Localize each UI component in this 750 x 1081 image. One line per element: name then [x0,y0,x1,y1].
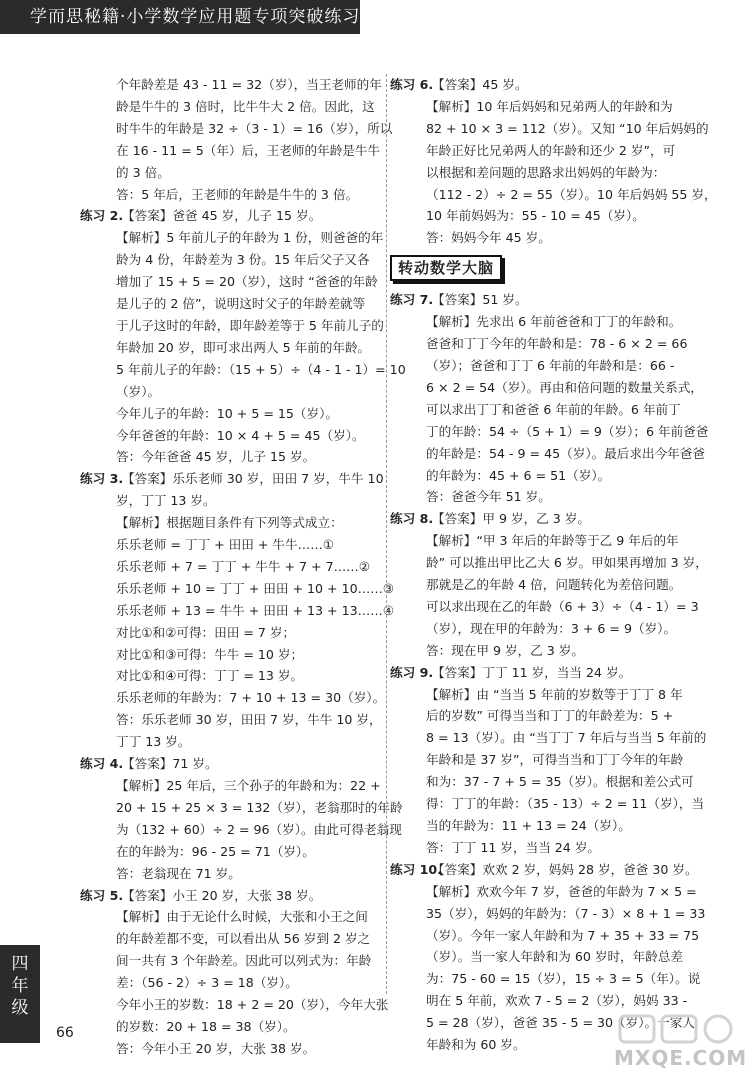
line-text: 乐乐老师 = 丁丁 + 田田 + 牛牛……① [116,537,335,553]
text-line [390,465,700,487]
exercise-answer-line [390,662,700,684]
text-line [80,446,385,468]
text-line [80,797,403,819]
text-line [80,731,385,753]
exercise-answer-line [390,289,700,311]
line-text: 【解析】5 年前儿子的年龄为 1 份，则爸爸的年 [116,230,384,246]
line-text: 当的年龄为：11 + 13 = 24（岁）。 [426,818,631,833]
line-text: （岁）；爸爸和丁丁 6 年前的年龄和是：66 - [426,357,675,373]
footer-bar [0,1021,40,1043]
line-text: 个年龄差是 43 - 11 = 32（岁），当王老师的年 [116,77,382,92]
text-line [80,227,385,249]
text-line [390,421,709,443]
exercise-answer-line [390,508,700,530]
text-line [390,705,700,727]
line-text: 答：现在甲 9 岁，乙 3 岁。 [426,642,584,658]
line-text: 答：爸爸今年 51 岁。 [426,489,551,505]
line-text: 爸爸和丁丁今年的年龄和是：78 - 6 × 2 = 66 [426,336,688,352]
exercise-label: 练习 9. [390,664,434,680]
text-line [80,906,385,928]
exercise-answer-line [390,74,700,96]
text-line [80,271,385,293]
text-line [390,355,700,377]
line-text: 8 = 13（岁）。由 “当丁丁 7 年后与当当 5 年前的 [426,730,707,746]
text-line [80,381,385,403]
text-line [80,622,385,644]
text-line [390,881,700,903]
text-line [80,775,385,797]
line-text: 答：今年小王 20 岁，大张 38 岁。 [116,1040,316,1056]
text-line [390,311,700,333]
text-line [390,184,717,206]
line-text: 增加了 15 + 5 = 20（岁），这时 “爸爸的年龄 [116,274,378,290]
text-line [80,1016,385,1038]
line-text: 的年龄为：45 + 6 = 51（岁）。 [426,467,611,483]
line-text: 差：（56 - 2）÷ 3 = 18（岁）。 [116,975,298,991]
line-text: 乐乐老师 + 7 = 丁丁 + 牛牛 + 7 + 7……② [116,558,371,574]
exercise-label: 练习 2. [80,208,124,224]
line-text: 5 年前儿子的年龄：（15 + 5）÷（4 - 1 - 1）= 10 [116,361,406,377]
line-text: 20 + 15 + 25 × 3 = 132（岁），老翁那时的年龄 [116,799,403,815]
line-text: 【答案】45 岁。 [432,77,528,92]
line-text: 【答案】欢欢 2 岁，妈妈 28 岁，爸爸 30 岁。 [432,861,698,877]
exercise-answer-line [80,885,385,907]
line-text: 答：妈妈今年 45 岁。 [426,230,551,246]
line-text: 后的岁数” 可得当当和丁丁的年龄差为：5 + [426,708,674,724]
text-line [80,140,385,162]
text-line [390,771,700,793]
text-line [390,486,700,508]
text-line [80,600,395,622]
text-line [80,928,385,950]
section-title-text: 转动数学大脑 [390,255,502,281]
text-line [80,337,385,359]
line-text: 对比①和④可得：丁丁 = 13 岁。 [116,668,304,684]
text-line [390,815,700,837]
line-text: 【答案】小王 20 岁，大张 38 岁。 [122,887,322,903]
line-text: 丁的年龄：54 ÷（5 + 1）= 9（岁）；6 年前爸爸 [426,423,709,439]
watermark-text: MXQE.COM [614,1046,748,1070]
text-line [390,552,708,574]
text-line [390,640,700,662]
text-line [80,490,385,512]
line-text: 【解析】“甲 3 年后的年龄等于乙 9 年后的年 [426,533,679,549]
text-line [390,399,700,421]
text-line [390,684,700,706]
line-text: 【答案】乐乐老师 30 岁，田田 7 岁，牛牛 10 [122,471,384,487]
line-text: （岁），现在甲的年龄为：3 + 6 = 9（岁）。 [426,620,677,636]
text-line [80,972,385,994]
text-line [80,950,385,972]
text-line [80,184,385,206]
text-line [80,709,385,731]
text-line [390,162,700,184]
line-text: 【解析】欢欢今年 7 岁，爸爸的年龄为 7 × 5 = [426,883,697,899]
line-text: 【答案】爸爸 45 岁，儿子 15 岁。 [122,208,322,224]
line-text: （岁）。 [116,383,161,399]
line-text: 【解析】由于无论什么时候，大张和小王之间 [116,909,368,925]
line-text: 和为：37 - 7 + 5 = 35（岁）。根据和差公式可 [426,774,694,790]
text-line [80,74,385,96]
exercise-label: 练习 3. [80,471,124,487]
left-column [80,74,406,1060]
section-title [390,255,700,283]
exercise-label: 练习 8. [390,511,434,527]
line-text: 那就是乙的年龄 4 倍，问题转化为差倍问题。 [426,577,682,593]
text-line [390,205,700,227]
text-line [390,990,700,1012]
line-text: 【解析】先求出 6 年前爸爸和丁丁的年龄和。 [426,314,682,330]
line-text: （112 - 2）÷ 2 = 55（岁）。10 年后妈妈 55 岁， [426,186,717,202]
line-text: 【答案】甲 9 岁，乙 3 岁。 [432,511,590,527]
text-line [390,530,700,552]
text-line [80,665,385,687]
line-text: 为（132 + 60）÷ 2 = 96（岁）。由此可得老翁现 [116,821,402,837]
page-number: 66 [56,1025,74,1041]
line-text: 是儿子的 2 倍”，说明这时父子的年龄差就等 [116,296,366,312]
text-line [390,793,705,815]
text-line [390,118,709,140]
exercise-label: 练习 5. [80,887,124,903]
line-text: 乐乐老师 + 10 = 丁丁 + 田田 + 10 + 10……③ [116,580,395,596]
text-line [390,968,700,990]
line-text: 答：乐乐老师 30 岁，田田 7 岁，牛牛 10 岁， [116,712,382,728]
text-line [390,443,705,465]
line-text: 乐乐老师 + 13 = 牛牛 + 田田 + 13 + 13……④ [116,602,395,618]
line-text: 对比①和②可得：田田 = 7 岁； [116,624,296,640]
text-line [80,96,385,118]
line-text: 答：老翁现在 71 岁。 [116,865,241,881]
line-text: 【解析】根据题目条件有下列等式成立： [116,515,343,531]
exercise-answer-line [80,468,385,490]
line-text: 【解析】10 年后妈妈和兄弟两人的年龄和为 [426,98,673,114]
line-text: 乐乐老师的年龄为：7 + 10 + 13 = 30（岁）。 [116,690,386,706]
line-text: 的年龄差都不变，可以看出从 56 岁到 2 岁之 [116,931,371,947]
exercise-answer-line [80,753,385,775]
text-line [80,403,385,425]
text-line [80,556,385,578]
text-line [80,359,406,381]
text-line [80,841,385,863]
line-text: 的岁数：20 + 18 = 38（岁）。 [116,1018,296,1034]
line-text: 年龄和是 37 岁”，可得当当和丁丁今年的年龄 [426,752,684,768]
watermark [600,1012,748,1076]
line-text: （岁）。今年一家人年龄和为 7 + 35 + 33 = 75 [426,927,700,943]
text-line [80,687,385,709]
text-line [390,96,700,118]
line-text: 5 = 28（岁），爸爸 35 - 5 = 30（岁）。一家人 [426,1015,695,1031]
line-text: 对比①和③可得：牛牛 = 10 岁； [116,646,304,662]
line-text: 的年龄是：54 - 9 = 45（岁）。最后求出今年爸爸 [426,445,705,461]
line-text: 时牛牛的年龄是 32 ÷（3 - 1）= 16（岁），所以 [116,120,393,136]
text-line [80,293,385,315]
line-text: 【答案】71 岁。 [122,756,218,772]
text-line [390,333,700,355]
text-line [390,837,700,859]
line-text: 的 3 倍。 [116,164,170,180]
text-line [80,534,385,556]
text-line [80,863,385,885]
line-text: 答：今年爸爸 45 岁，儿子 15 岁。 [116,449,316,465]
text-line [80,162,385,184]
line-text: 丁丁 13 岁。 [116,734,191,750]
column-divider [386,74,387,994]
line-text: 年龄加 20 岁，即可求出两人 5 年前的年龄。 [116,339,371,355]
line-text: 【解析】25 年后，三个孙子的年龄和为：22 + [116,778,381,793]
text-line [80,819,402,841]
text-line [80,1038,385,1060]
text-line [80,994,389,1016]
text-line [390,903,706,925]
text-line [80,118,393,140]
exercise-label: 练习 7. [390,292,434,308]
text-line [390,227,700,249]
text-line [390,727,707,749]
grade-char: 级 [11,998,29,1018]
exercise-label: 练习 4. [80,756,124,772]
line-text: 龄为 4 份，年龄差为 3 份。15 年后父子又各 [116,252,370,268]
line-text: （岁）。当一家人年龄和为 60 岁时，年龄总差 [426,949,684,965]
text-line [80,425,385,447]
exercise-label: 练习 6. [390,77,434,92]
text-line [390,140,700,162]
page-header-title: 学而思秘籍·小学数学应用题专项突破练习 [30,7,361,27]
line-text: 今年小王的岁数：18 + 2 = 20（岁），今年大张 [116,997,389,1013]
line-text: 以根据和差问题的思路求出妈妈的年龄为： [426,164,666,180]
text-line [390,596,700,618]
line-text: 岁，丁丁 13 岁。 [116,493,216,509]
exercise-label: 练习 10. [390,861,442,877]
line-text: 【解析】由 “当当 5 年前的岁数等于丁丁 8 年 [426,686,683,702]
grade-char: 四 [11,954,29,974]
line-text: 答：5 年后，王老师的年龄是牛牛的 3 倍。 [116,186,359,202]
line-text: 年龄正好比兄弟两人的年龄和还少 2 岁”，可 [426,142,676,158]
line-text: 龄是牛牛的 3 倍时，比牛牛大 2 倍。因此，这 [116,98,375,114]
text-line [390,377,703,399]
line-text: 【答案】丁丁 11 岁，当当 24 岁。 [432,664,632,680]
grade-char: 年 [11,976,29,996]
text-line [390,618,700,640]
text-line [390,946,700,968]
line-text: 82 + 10 × 3 = 112（岁）。又知 “10 年后妈妈的 [426,120,709,136]
line-text: 6 × 2 = 54（岁）。再由和倍问题的数量关系式， [426,379,703,395]
text-line [80,578,395,600]
line-text: 可以求出现在乙的年龄（6 + 3）÷（4 - 1）= 3 [426,598,699,614]
line-text: 35（岁），妈妈的年龄为：（7 - 3）× 8 + 1 = 33 [426,905,706,921]
exercise-answer-line [80,205,385,227]
text-line [390,574,700,596]
line-text: 为：75 - 60 = 15（岁），15 ÷ 3 = 5（年）。说 [426,971,701,987]
text-line [80,644,385,666]
line-text: 于儿子这时的年龄，即年龄差等于 5 年前儿子的 [116,317,384,333]
line-text: 在 16 - 11 = 5（年）后，王老师的年龄是牛牛 [116,142,381,158]
exercise-answer-line [390,859,700,881]
line-text: 龄” 可以推出甲比乙大 6 岁。甲如果再增加 3 岁， [426,555,708,571]
text-line [80,249,385,271]
right-column [390,74,717,1056]
text-line [390,925,700,947]
line-text: 年龄和为 60 岁。 [426,1037,526,1053]
line-text: 在的年龄为：96 - 25 = 71（岁）。 [116,843,315,859]
line-text: 答：丁丁 11 岁，当当 24 岁。 [426,839,601,855]
line-text: 可以求出丁丁和爸爸 6 年前的年龄。6 年前丁 [426,401,681,417]
line-text: 得：丁丁的年龄：（35 - 13）÷ 2 = 11（岁），当 [426,796,705,812]
line-text: 【答案】51 岁。 [432,292,528,308]
text-line [390,749,700,771]
text-line [80,315,385,337]
line-text: 今年爸爸的年龄：10 × 4 + 5 = 45（岁）。 [116,427,365,443]
line-text: 明在 5 年前，欢欢 7 - 5 = 2（岁），妈妈 33 - [426,993,688,1009]
line-text: 10 年前妈妈为：55 - 10 = 45（岁）。 [426,208,645,224]
line-text: 今年儿子的年龄：10 + 5 = 15（岁）。 [116,405,339,421]
line-text: 间一共有 3 个年龄差。因此可以列式为：年龄 [116,953,372,969]
text-line [80,512,385,534]
